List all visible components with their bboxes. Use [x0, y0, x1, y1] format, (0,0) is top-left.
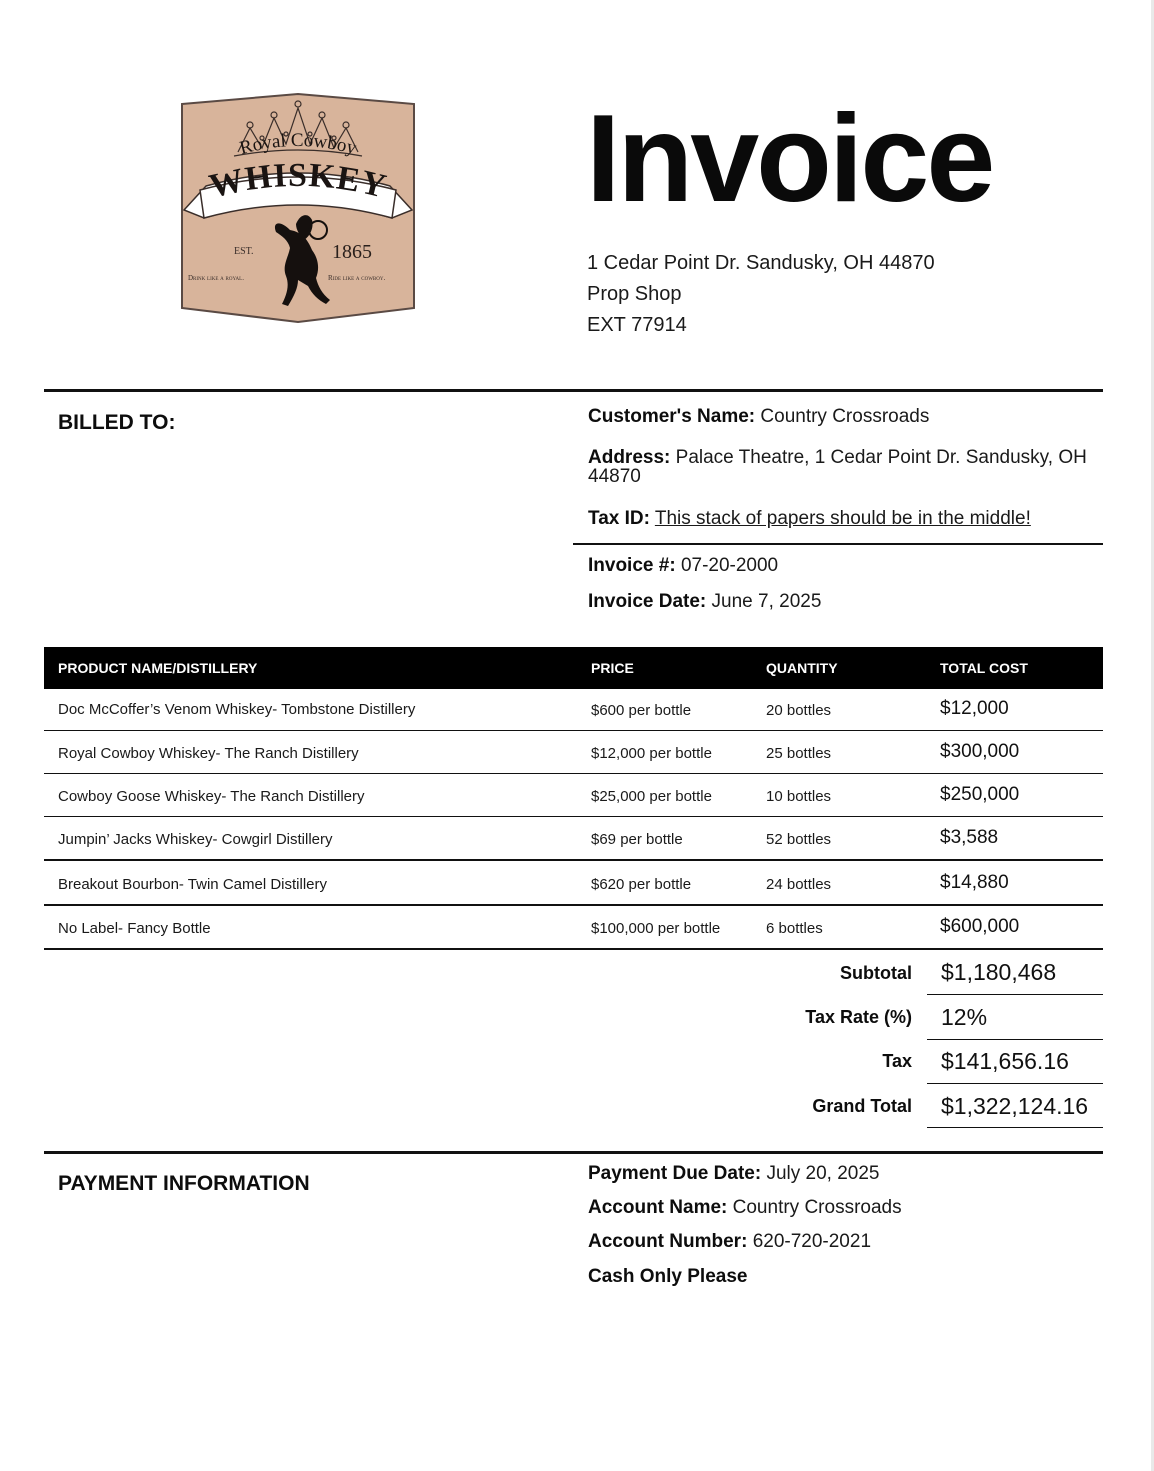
row-quantity: 24 bottles — [766, 876, 832, 893]
divider — [573, 543, 1103, 545]
table-row — [44, 731, 1103, 774]
tax-rate-value: 12% — [941, 1004, 988, 1030]
account-name-value: Country Crossroads — [732, 1197, 902, 1218]
row-price: $69 per bottle — [591, 831, 683, 848]
tax-label: Tax — [882, 1051, 912, 1071]
table-row — [44, 906, 1103, 949]
account-number-value: 620-720-2021 — [752, 1231, 872, 1252]
column-header-quantity: QUANTITY — [766, 660, 838, 676]
table-header — [44, 647, 1103, 689]
royal-cowboy-whiskey-logo — [178, 90, 418, 326]
row-total: $250,000 — [940, 784, 1020, 805]
customer-name — [588, 406, 929, 428]
column-header-product: PRODUCT NAME/DISTILLERY — [58, 660, 258, 676]
account-number-label: Account Number: — [588, 1231, 748, 1252]
row-product: Breakout Bourbon- Twin Camel Distillery — [58, 876, 327, 893]
invoice-number-value: 07-20-2000 — [680, 555, 779, 576]
tax-id — [588, 508, 1031, 530]
grand-total-value: $1,322,124.16 — [941, 1093, 1089, 1119]
tax-value: $141,656.16 — [941, 1048, 1069, 1074]
row-quantity: 10 bottles — [766, 788, 832, 805]
tax-id-value: This stack of papers should be in the middle! — [654, 508, 1031, 529]
row-total: $3,588 — [940, 827, 999, 848]
logo-est: EST. — [234, 246, 254, 257]
company-address — [587, 248, 935, 341]
divider — [44, 389, 1103, 392]
row-quantity: 20 bottles — [766, 702, 832, 719]
row-price: $620 per bottle — [591, 876, 692, 893]
row-product: Jumpin’ Jacks Whiskey- Cowgirl Distillery — [58, 831, 333, 848]
row-total: $12,000 — [940, 698, 1009, 719]
invoice-date-value: June 7, 2025 — [711, 591, 822, 612]
logo-year: 1865 — [332, 241, 372, 263]
payment-due-date-value: July 20, 2025 — [766, 1163, 880, 1184]
row-quantity: 6 bottles — [766, 920, 823, 937]
invoice-date-label: Invoice Date: — [588, 591, 707, 612]
subtotal-label: Subtotal — [840, 963, 912, 983]
payment-info-label: PAYMENT INFORMATION — [58, 1172, 310, 1195]
row-total: $300,000 — [940, 741, 1020, 762]
account-name — [588, 1197, 902, 1219]
table-bottom-border — [44, 948, 1103, 950]
logo-line2: WHISKEY — [205, 156, 391, 206]
row-product: Cowboy Goose Whiskey- The Ranch Distillery — [58, 788, 365, 805]
row-total: $14,880 — [940, 872, 1009, 893]
company-address-line: Prop Shop — [587, 283, 682, 305]
totals-divider — [927, 1083, 1103, 1084]
payment-note-text: Cash Only Please — [588, 1266, 748, 1287]
table-row — [44, 689, 1103, 732]
account-name-label: Account Name: — [588, 1197, 728, 1218]
payment-due-date-label: Payment Due Date: — [588, 1163, 762, 1184]
tax-rate-label: Tax Rate (%) — [805, 1007, 912, 1027]
customer-name-value: Country Crossroads — [760, 406, 930, 427]
company-address-line: 1 Cedar Point Dr. Sandusky, OH 44870 — [587, 252, 935, 274]
grand-total-label: Grand Total — [812, 1096, 912, 1116]
table-row — [44, 774, 1103, 817]
row-quantity: 25 bottles — [766, 745, 832, 762]
logo-line1: Royal Cowboy — [237, 129, 359, 160]
row-total: $600,000 — [940, 916, 1020, 937]
billed-to-label: BILLED TO: — [58, 411, 176, 434]
customer-name-label: Customer's Name: — [588, 406, 756, 427]
table-row — [44, 861, 1103, 905]
row-price: $100,000 per bottle — [591, 920, 721, 937]
totals-divider — [927, 1127, 1103, 1128]
table-row — [44, 817, 1103, 860]
customer-address-label: Address: — [588, 447, 671, 468]
invoice-date — [588, 591, 821, 613]
totals-divider — [927, 994, 1103, 995]
divider — [44, 1151, 1103, 1154]
tax-id-label: Tax ID: — [588, 508, 650, 529]
invoice-number — [588, 555, 778, 577]
account-number — [588, 1231, 871, 1253]
row-product: Doc McCoffer’s Venom Whiskey- Tombstone Distillery — [58, 701, 416, 718]
customer-address-value: Palace Theatre, 1 Cedar Point Dr. Sandusky, OH 44870 — [588, 447, 1087, 487]
column-header-price: PRICE — [591, 660, 634, 676]
row-quantity: 52 bottles — [766, 831, 832, 848]
column-header-total: TOTAL COST — [940, 660, 1028, 676]
row-price: $600 per bottle — [591, 702, 692, 719]
payment-due-date — [588, 1163, 879, 1185]
logo-right-motto: Ride like a cowboy. — [328, 274, 386, 282]
totals-divider — [927, 1039, 1103, 1040]
page-title: Invoice — [586, 90, 993, 228]
row-price: $25,000 per bottle — [591, 788, 712, 805]
subtotal-value: $1,180,468 — [941, 959, 1057, 985]
invoice-number-label: Invoice #: — [588, 555, 676, 576]
row-product: Royal Cowboy Whiskey- The Ranch Distillery — [58, 745, 359, 762]
row-price: $12,000 per bottle — [591, 745, 712, 762]
company-address-line: EXT 77914 — [587, 314, 687, 336]
logo-left-motto: Drink like a royal. — [188, 274, 244, 282]
row-product: No Label- Fancy Bottle — [58, 920, 211, 937]
customer-address — [588, 448, 1088, 486]
payment-note — [588, 1266, 747, 1288]
